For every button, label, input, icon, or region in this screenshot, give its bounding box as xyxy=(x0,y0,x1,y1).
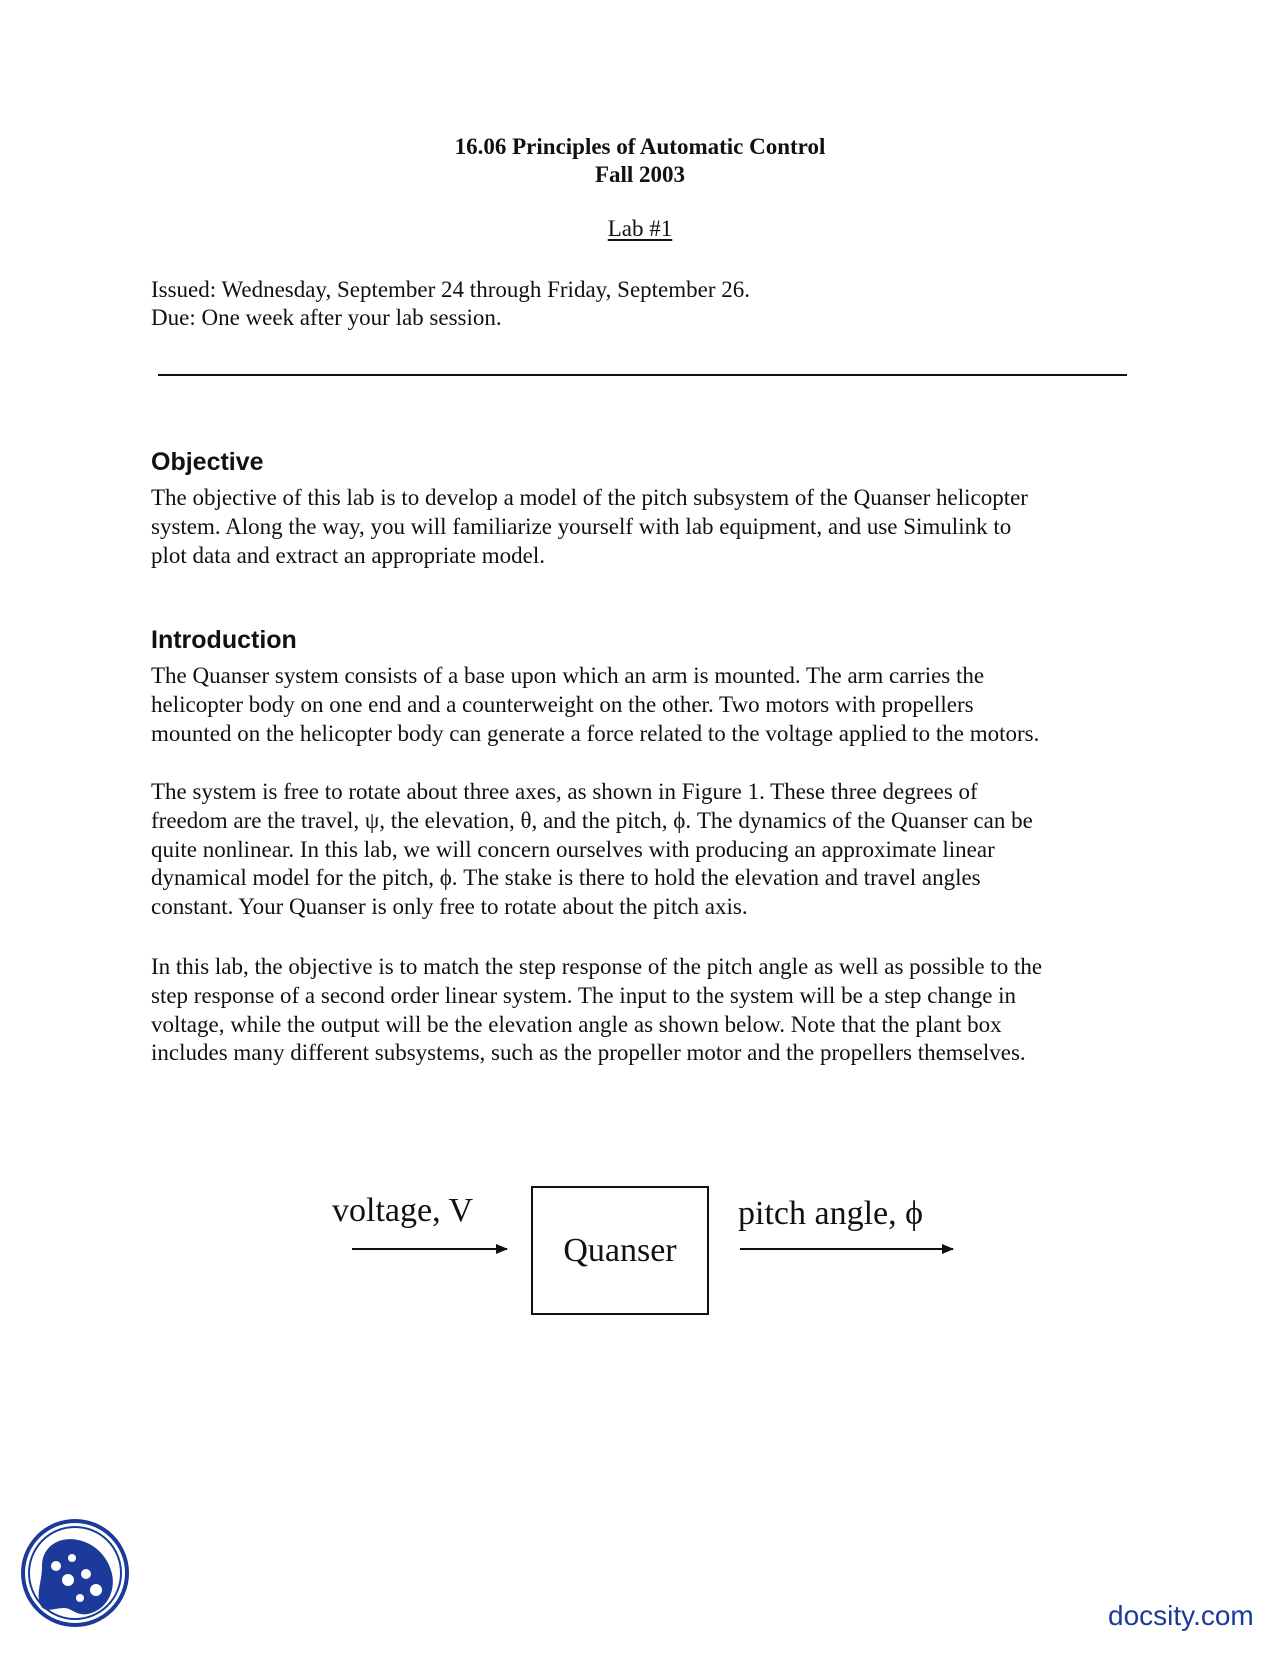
paragraph-line: freedom are the travel, ψ, the elevation, θ, and the pitch, ϕ. The dynamics of the Quanser can be xyxy=(151,807,1033,833)
paragraph-line: step response of a second order linear system. The input to the system will be a step change in xyxy=(151,982,1017,1008)
due-date: Due: One week after your lab session. xyxy=(151,305,502,330)
paragraph-line: plot data and extract an appropriate model. xyxy=(151,542,546,568)
diagram-block-label: Quanser xyxy=(563,1231,677,1269)
issued-date: Issued: Wednesday, September 24 through Friday, September 26. xyxy=(151,277,751,302)
horizontal-rule xyxy=(158,374,1127,376)
paragraph-line: constant. Your Quanser is only free to rotate about the pitch axis. xyxy=(151,894,748,920)
paragraph-line: The objective of this lab is to develop a model of the pitch subsystem of the Quanser helicopter xyxy=(151,485,1028,510)
lab-number: Lab #1 xyxy=(607,216,673,241)
paragraph-line: The system is free to rotate about three axes, as shown in Figure 1. These three degrees of xyxy=(151,779,978,804)
paragraph-line: dynamical model for the pitch, ϕ. The stake is there to hold the elevation and travel angles xyxy=(151,865,981,891)
introduction-paragraph-3 xyxy=(151,953,1042,1068)
paragraph-line: includes many different subsystems, such as the propeller motor and the propellers themselves. xyxy=(151,1040,1026,1066)
paragraph-line: quite nonlinear. In this lab, we will concern ourselves with producing an approximate linear xyxy=(151,836,995,862)
diagram-plant-block xyxy=(531,1186,709,1315)
docsity-brand-text[interactable]: docsity.com xyxy=(1108,1600,1254,1631)
paragraph-line: mounted on the helicopter body can generate a force related to the voltage applied to the motors. xyxy=(151,720,1040,746)
term: Fall 2003 xyxy=(594,162,686,187)
objective-paragraph xyxy=(151,484,1028,570)
paragraph-line: helicopter body on one end and a counterweight on the other. Two motors with propellers xyxy=(151,691,974,717)
paragraph-line: voltage, while the output will be the elevation angle as shown below. Note that the plant box xyxy=(151,1011,1002,1037)
paragraph-line: In this lab, the objective is to match the step response of the pitch angle as well as possible to the xyxy=(151,954,1043,979)
diagram-input-label: voltage, V xyxy=(332,1192,474,1229)
introduction-heading: Introduction xyxy=(151,626,297,654)
objective-heading: Objective xyxy=(151,448,264,476)
introduction-paragraph-2 xyxy=(151,778,1033,922)
paragraph-line: system. Along the way, you will familiarize yourself with lab equipment, and use Simulink to xyxy=(151,513,1012,539)
course-title: 16.06 Principles of Automatic Control xyxy=(454,134,826,159)
docsity-logo-icon xyxy=(20,1518,130,1628)
introduction-paragraph-1 xyxy=(151,662,1039,748)
diagram-output-label: pitch angle, ϕ xyxy=(738,1195,924,1232)
paragraph-line: The Quanser system consists of a base upon which an arm is mounted. The arm carries the xyxy=(151,663,985,688)
